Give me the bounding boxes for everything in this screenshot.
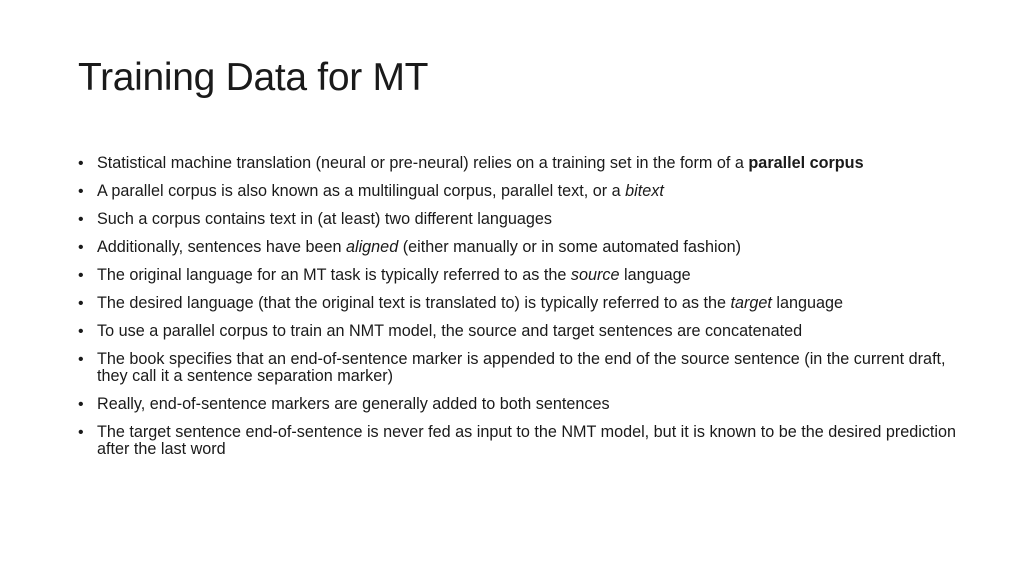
bullet-italic-text: bitext: [625, 182, 664, 200]
bullet-item: [78, 295, 958, 312]
bullet-text: A parallel corpus is also known as a multilingual corpus, parallel text, or a: [97, 182, 626, 200]
bullet-text: To use a parallel corpus to train an NMT model, the source and target sentences are concatenated: [97, 322, 803, 340]
bullet-dot-icon: •: [78, 211, 84, 228]
bullet-italic-text: source: [570, 266, 620, 284]
bullet-item: [78, 155, 958, 172]
bullet-text: Such a corpus contains text in (at least) two different languages: [97, 210, 553, 228]
bullet-item: [78, 323, 958, 340]
bullet-bold-text: parallel corpus: [748, 154, 864, 172]
bullet-item: [78, 267, 958, 284]
bullet-item: [78, 351, 958, 385]
bullet-italic-text: aligned: [345, 238, 399, 256]
bullet-item: [78, 183, 958, 200]
bullet-text: Really, end-of-sentence markers are generally added to both sentences: [97, 395, 610, 413]
bullet-text: (either manually or in some automated fashion): [398, 238, 742, 256]
bullet-text: language: [619, 266, 691, 284]
bullet-text: The target sentence end-of-sentence is never fed as input to the NMT model, but it is known to be the desired prediction after the last word: [97, 423, 957, 458]
bullet-italic-text: target: [730, 294, 772, 312]
bullet-dot-icon: •: [78, 183, 84, 200]
bullet-item: [78, 211, 958, 228]
bullet-text: The book specifies that an end-of-sentence marker is appended to the end of the source sentence (in the current draft, they call it a sentence separation marker): [97, 350, 946, 385]
bullet-dot-icon: •: [78, 155, 84, 172]
bullet-item: [78, 424, 958, 458]
bullet-dot-icon: •: [78, 396, 84, 413]
bullet-list: [78, 155, 958, 469]
bullet-text: language: [771, 294, 843, 312]
bullet-dot-icon: •: [78, 239, 84, 256]
bullet-dot-icon: •: [78, 424, 84, 441]
bullet-text: Additionally, sentences have been: [97, 238, 346, 256]
bullet-dot-icon: •: [78, 323, 84, 340]
bullet-text: Statistical machine translation (neural or pre-neural) relies on a training set in the form of a: [97, 154, 749, 172]
bullet-item: [78, 396, 958, 413]
bullet-dot-icon: •: [78, 351, 84, 368]
bullet-dot-icon: •: [78, 267, 84, 284]
bullet-item: [78, 239, 958, 256]
bullet-text: The original language for an MT task is typically referred to as the: [97, 266, 571, 284]
slide-title: Training Data for MT: [78, 56, 429, 99]
bullet-text: The desired language (that the original text is translated to) is typically referred to as the: [97, 294, 731, 312]
bullet-dot-icon: •: [78, 295, 84, 312]
